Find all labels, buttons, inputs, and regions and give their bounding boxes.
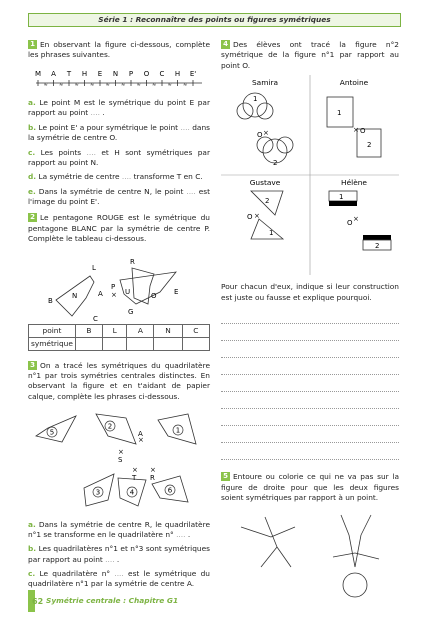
gustave-O-mark: × (254, 212, 260, 221)
ex1-d-text: La symétrie de centre (36, 172, 122, 182)
equal-segment-mark: ≈ (59, 81, 64, 88)
ex1-a-end: . (99, 108, 105, 118)
gustave-O: O (247, 213, 253, 222)
stick-figures (221, 507, 399, 607)
ex3-c-text: Le quadrilatère n° (35, 568, 115, 578)
point-label: A (51, 69, 56, 78)
answer-lines[interactable] (221, 307, 399, 460)
right-stick-figure (333, 515, 379, 597)
ex1-d (28, 172, 210, 182)
answer-line[interactable] (221, 358, 399, 375)
point-A: A (138, 430, 143, 439)
table-row (29, 337, 210, 350)
label-N: N (72, 292, 78, 301)
antoine-fig1-num: 1 (337, 109, 342, 118)
point-label: T (66, 69, 72, 78)
ex1-e-end: est l'image du point E'. (28, 186, 210, 206)
left-stick-figure (241, 517, 295, 567)
point-R: R (150, 474, 155, 483)
ex3-a-text: Dans la symétrie de centre R, le quadrilatère n°1 se transforme en le quadrilatère n° (28, 519, 210, 539)
name-helene: Hélène (341, 178, 367, 188)
ex3-b-end: . (114, 554, 120, 564)
gustave-fig1-num: 1 (269, 229, 274, 238)
ex1-c-text: Les points (35, 147, 87, 157)
center-P-mark: × (111, 291, 117, 300)
ex4-intro-text: Des élèves ont tracé la figure n°2 symétrique de la figure n°1 par rapport au point O. (221, 40, 399, 70)
ex1-e-letter: e. (28, 186, 36, 196)
point-label: E' (189, 69, 197, 78)
ex1-b (28, 123, 210, 144)
point-R-mark: × (150, 466, 156, 475)
equal-segment-mark: ≈ (74, 81, 79, 88)
gustave-fig2-num: 2 (265, 197, 270, 206)
point-label: O (143, 69, 150, 78)
table-cell: point (29, 324, 76, 337)
ex1-c (28, 148, 210, 169)
point-label: E (97, 69, 103, 78)
right-column (221, 40, 399, 611)
equal-segment-mark: ≈ (90, 81, 95, 88)
equal-segment-mark: ≈ (167, 81, 172, 88)
ex1-a (28, 98, 210, 119)
ex3-intro (28, 361, 210, 402)
samira-fig2: 2 (273, 159, 278, 168)
ex1-c-letter: c. (28, 147, 36, 157)
samira-fig1: 1 (253, 95, 258, 104)
ex3-b-text: Les quadrilatères n°1 et n°3 sont symétriques par rapport au point (28, 544, 210, 564)
page-number: 62 (32, 597, 44, 606)
shape-number: 5 (49, 428, 55, 437)
ex1-b-text: Le point E' a pour symétrique le point (36, 122, 181, 132)
ex3-c-end: est le symétrique du quadrilatère n°1 par la symétrie de centre A. (28, 568, 210, 589)
ex1-d-end: transforme T en C. (131, 172, 203, 182)
ex2-number: 2 (28, 213, 37, 222)
answer-line[interactable] (221, 324, 399, 341)
point-S: S (118, 456, 123, 465)
helene-fig1-num: 1 (339, 193, 344, 202)
label-B: B (48, 297, 53, 306)
ex1-d-letter: d. (28, 172, 37, 182)
name-samira: Samira (251, 78, 279, 88)
equal-segment-mark: ≈ (136, 81, 141, 88)
ex2-intro-text: Le pentagone ROUGE est le symétrique du pentagone BLANC par la symétrie de centre P. Complète le tableau ci-dessous. (28, 213, 210, 244)
shape-number: 2 (107, 422, 113, 431)
ex4-number: 4 (221, 40, 230, 49)
ex1-b-blank[interactable]: .... (180, 122, 190, 132)
label-A: A (98, 290, 103, 299)
point-label: H (174, 69, 181, 78)
letters-line-figure (28, 65, 210, 95)
table-row (29, 324, 210, 337)
shape-number: 1 (175, 426, 181, 435)
helene-fig2-num: 2 (375, 242, 380, 251)
ex3-a (28, 520, 210, 541)
answer-line[interactable] (221, 426, 399, 443)
ex1-e-text: Dans la symétrie de centre N, le point (35, 186, 187, 196)
ex1-intro (28, 40, 210, 61)
ex1-b-end: dans la symétrie de centre O. (28, 122, 210, 143)
antoine-O-mark: × (353, 126, 359, 135)
samira-O: O (257, 131, 263, 140)
point-label: N (112, 69, 119, 78)
point-T-mark: × (132, 466, 138, 475)
point-S-mark: × (118, 448, 124, 457)
ex3-a-letter: a. (28, 519, 36, 529)
ex5-intro (221, 472, 399, 503)
ex3-c (28, 569, 210, 590)
label-R: R (130, 258, 135, 267)
answer-line[interactable] (221, 392, 399, 409)
point-label: M (34, 69, 42, 78)
ex4-question: Pour chacun d'eux, indique si leur construction est juste ou fausse et explique pourquoi. (221, 282, 399, 302)
samira-O-mark: × (263, 129, 269, 138)
ex3-b (28, 544, 210, 565)
ex3-a-end: . (185, 529, 191, 539)
label-G: G (128, 308, 134, 317)
ex3-number: 3 (28, 361, 37, 370)
ex1-b-letter: b. (28, 122, 37, 132)
ex1-c-blank[interactable]: .... (86, 147, 96, 157)
ex3-b-letter: b. (28, 544, 37, 554)
answer-cell[interactable] (154, 337, 182, 350)
point-T: T (132, 474, 137, 483)
ex3-a-blank[interactable]: .... (176, 529, 186, 539)
ex3-c-blank[interactable]: .... (114, 568, 124, 578)
ex1-number: 1 (28, 40, 37, 49)
answer-line[interactable] (221, 307, 399, 324)
point-A-mark: × (138, 436, 144, 445)
shape-number: 4 (129, 488, 135, 497)
table-cell: A (127, 324, 154, 337)
label-P: P (111, 283, 116, 292)
answer-cell[interactable] (75, 337, 102, 350)
table-cell: L (102, 324, 126, 337)
answer-line[interactable] (221, 341, 399, 358)
ex5-intro-text: Entoure ou colorie ce qui ne va pas sur la figure de droite pour que les deux figures soient symétriques par rapport à un point. (221, 472, 399, 502)
equal-segment-mark: ≈ (105, 81, 110, 88)
ex1-a-letter: a. (28, 98, 36, 108)
ex1-d-blank[interactable]: .... (121, 172, 132, 182)
ex4-intro (221, 40, 399, 71)
ex1-c-end: et H sont symétriques par rapport au point N. (28, 147, 210, 167)
helene-O: O (347, 219, 353, 228)
point-label: C (159, 69, 165, 78)
name-gustave: Gustave (249, 178, 281, 188)
quad-2 (96, 414, 136, 444)
symmetry-table (28, 324, 210, 351)
answer-cell[interactable] (127, 337, 154, 350)
ex1-e (28, 187, 210, 208)
ex1-a-text: Le point M est le symétrique du point E par rapport au point (28, 98, 210, 118)
point-label: P (128, 69, 134, 78)
table-cell: N (154, 324, 182, 337)
answer-line[interactable] (221, 409, 399, 426)
pentagons-figure (28, 248, 210, 324)
left-column (28, 40, 210, 594)
equal-segment-mark: ≈ (183, 81, 188, 88)
series-header: Série 1 : Reconnaître des points ou figures symétriques (28, 13, 401, 27)
label-O: O (151, 292, 157, 301)
ex2-intro (28, 213, 210, 244)
helene-O-mark: × (353, 215, 359, 224)
label-E: E (174, 288, 179, 297)
ex1-a-blank[interactable]: .... (90, 108, 100, 118)
ex3-c-letter: c. (28, 568, 36, 578)
helene-fig1-black (329, 201, 357, 206)
ex3-intro-text: On a tracé les symétriques du quadrilatère n°1 par trois symétries centrales distinctes. En observant la figure et en t'aidant de papier calque, complète les phrases ci-dessous. (28, 360, 210, 401)
answer-line[interactable] (221, 375, 399, 392)
table-cell: C (182, 324, 209, 337)
ex3-b-blank[interactable]: .... (105, 554, 115, 564)
label-L: L (92, 264, 96, 273)
antoine-O: O (360, 127, 366, 136)
shape-number: 6 (167, 486, 173, 495)
equal-segment-mark: ≈ (121, 81, 126, 88)
helene-fig2-black (363, 235, 391, 240)
students-constructions-figure (221, 75, 399, 275)
antoine-fig2-num: 2 (367, 141, 372, 150)
shape-number: 3 (95, 488, 101, 497)
chapter-label: Symétrie centrale : Chapitre G1 (46, 596, 179, 605)
table-cell: symétrique (29, 337, 76, 350)
ex1-e-blank[interactable]: .... (186, 186, 196, 196)
ex5-number: 5 (221, 472, 230, 481)
table-cell: B (75, 324, 102, 337)
answer-cell[interactable] (102, 337, 126, 350)
quadrilaterals-figure (28, 406, 210, 516)
equal-segment-mark: ≈ (152, 81, 157, 88)
name-antoine: Antoine (339, 78, 369, 88)
label-C: C (93, 315, 98, 324)
label-U: U (125, 288, 131, 297)
gustave-fig1 (251, 219, 283, 239)
equal-segment-mark: ≈ (43, 81, 48, 88)
ex1-intro-text: En observant la figure ci-dessous, complète les phrases suivantes. (28, 40, 210, 60)
answer-line[interactable] (221, 443, 399, 460)
answer-cell[interactable] (182, 337, 209, 350)
point-label: H (81, 69, 88, 78)
